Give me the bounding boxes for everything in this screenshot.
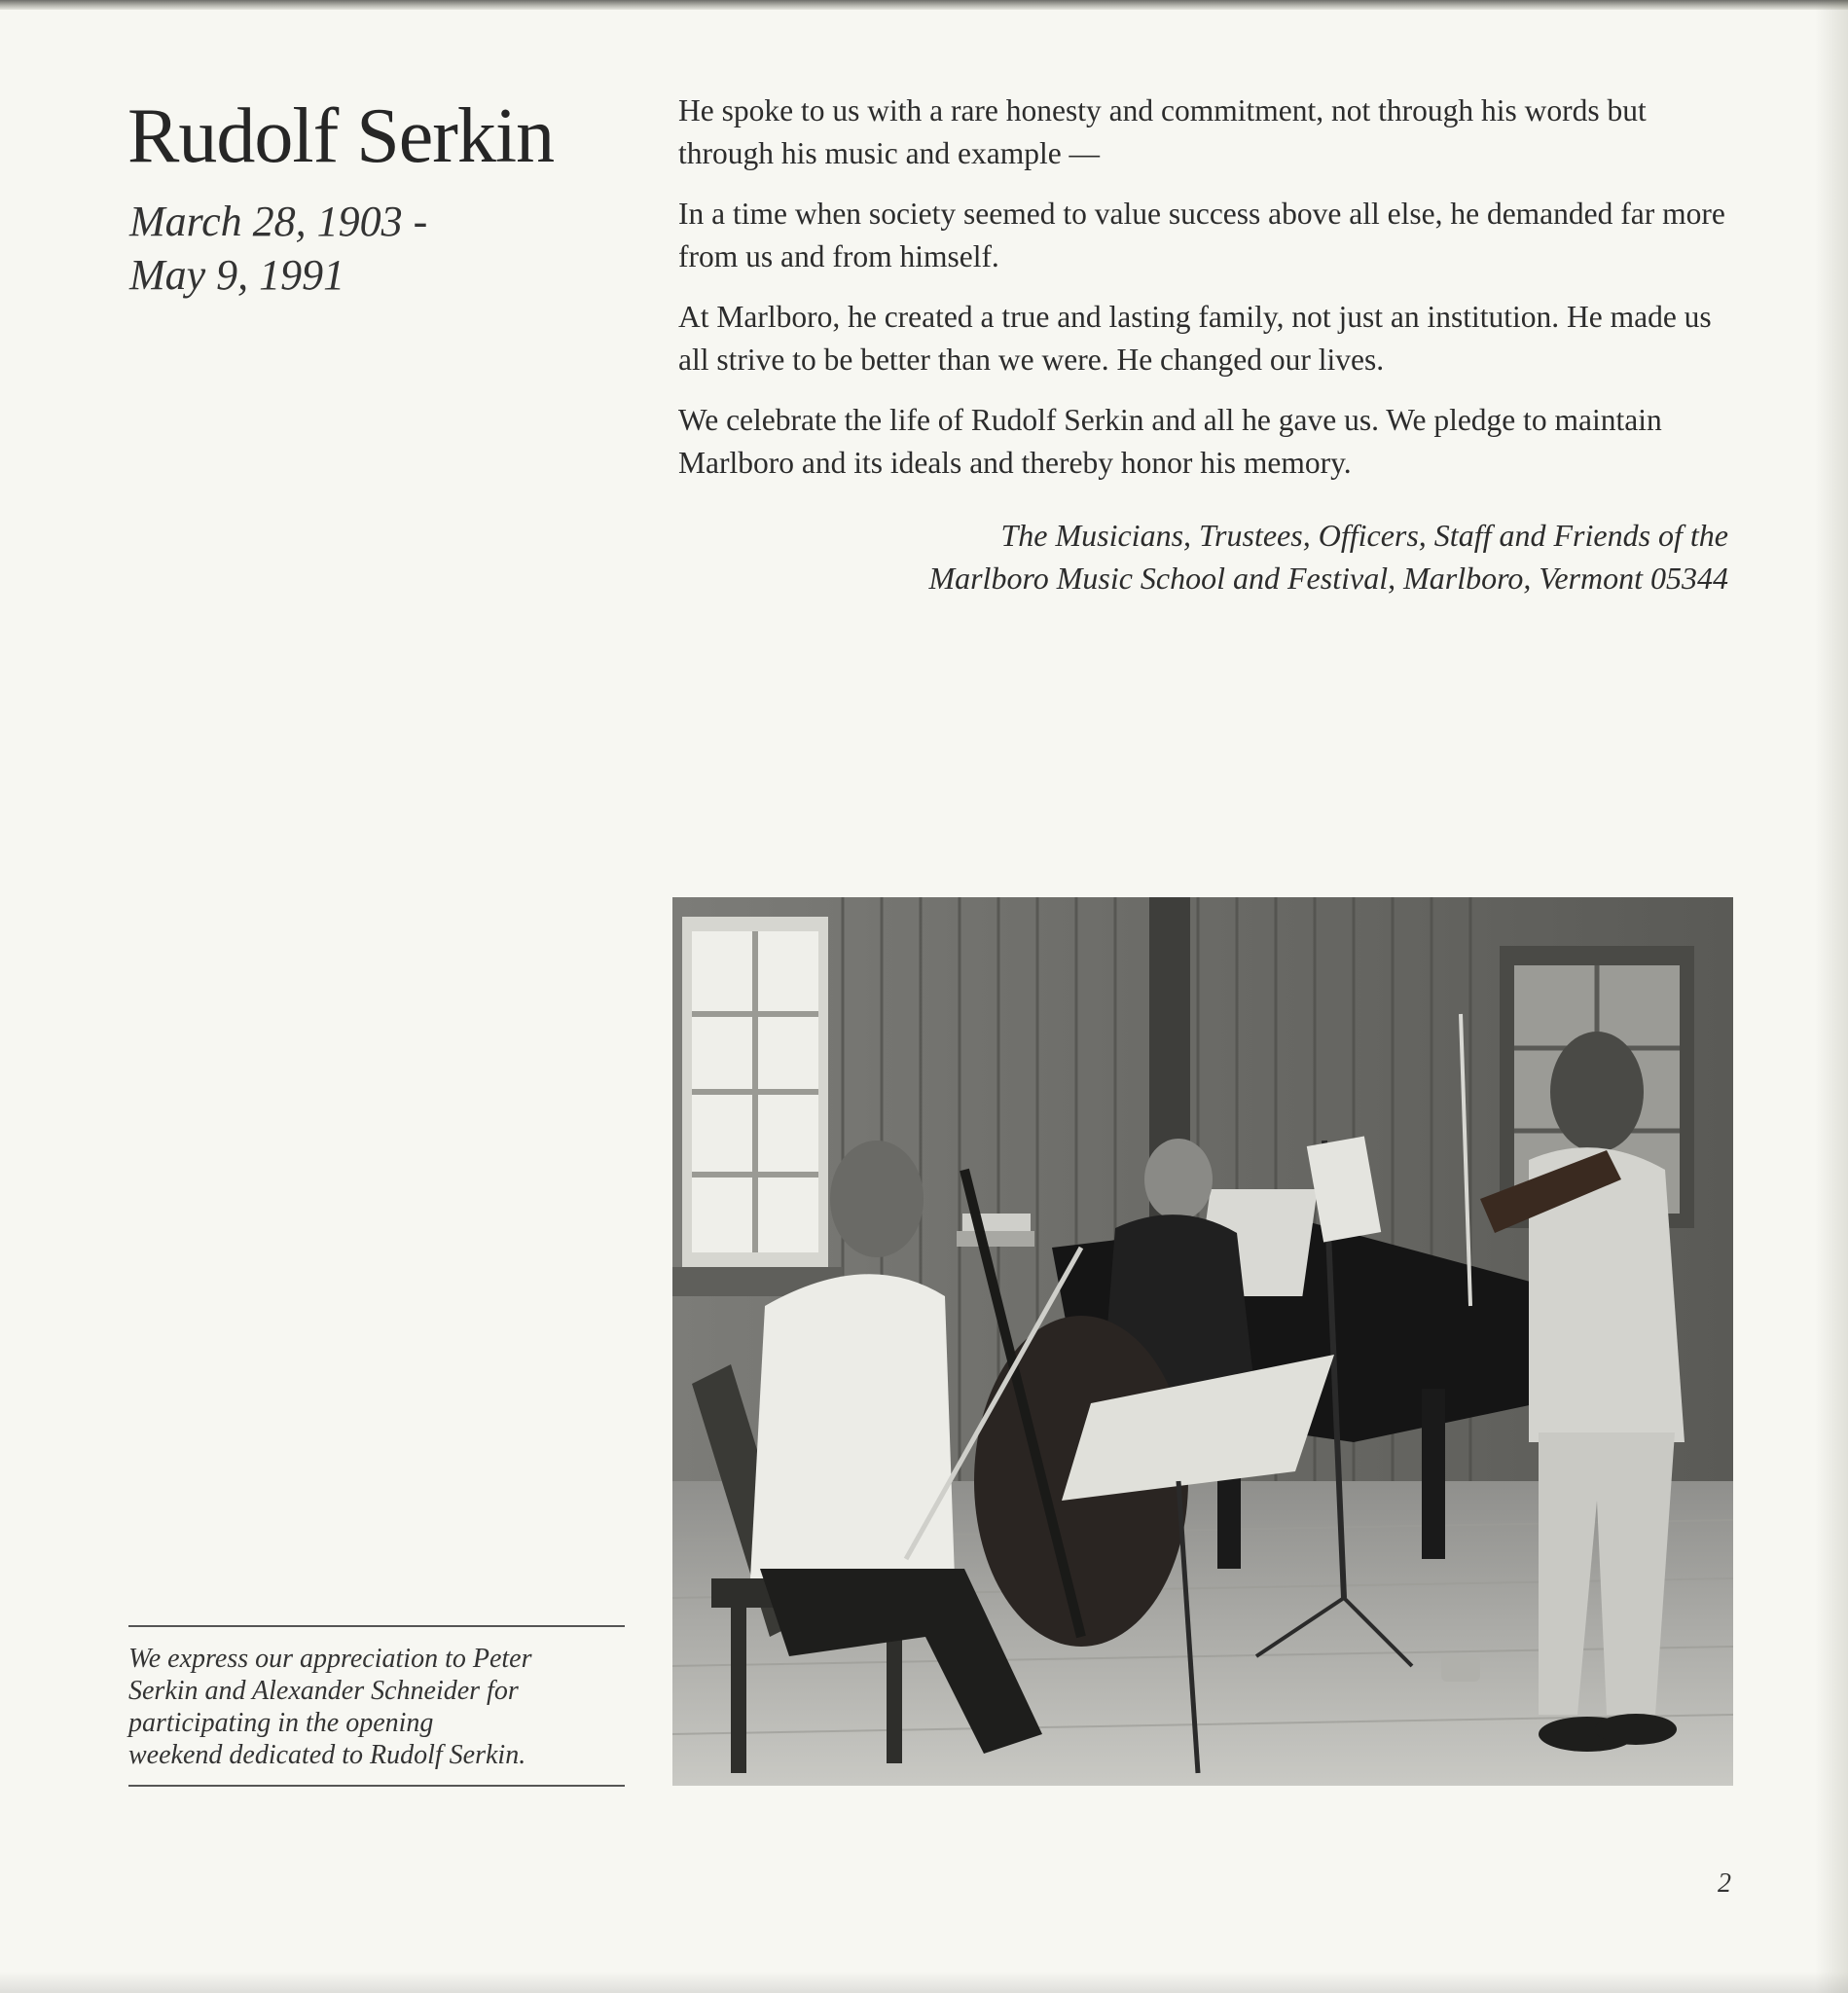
- photo-illustration: [672, 897, 1733, 1786]
- caption-line: weekend dedicated to Rudolf Serkin.: [128, 1740, 526, 1770]
- caption-line: Serkin and Alexander Schneider for: [128, 1676, 519, 1706]
- caption-line: We express our appreciation to Peter: [128, 1644, 532, 1674]
- signature-line: Marlboro Music School and Festival, Marlboro, Vermont 05344: [928, 561, 1728, 596]
- page-edge-shadow: [1815, 0, 1848, 1993]
- page-title: Rudolf Serkin: [127, 93, 555, 179]
- life-dates: [129, 195, 538, 302]
- paragraph: He spoke to us with a rare honesty and commitment, not through his words but through his music and example —: [678, 93, 1647, 170]
- page-bottom-shadow: [0, 1972, 1848, 1993]
- photo-caption: [128, 1625, 625, 1787]
- top-rule: [0, 0, 1848, 10]
- paragraph: At Marlboro, he created a true and lasting family, not just an institution. He made us all strive to be better than we were. He changed our lives.: [678, 300, 1712, 377]
- paragraph: We celebrate the life of Rudolf Serkin and all he gave us. We pledge to maintain Marlboro and its ideals and thereby honor his memory.: [678, 403, 1662, 480]
- birth-date: March 28, 1903 -: [129, 198, 428, 245]
- signature-line: The Musicians, Trustees, Officers, Staff and Friends of the: [1000, 518, 1728, 553]
- trio-photograph: [672, 897, 1733, 1786]
- signature-block: [658, 514, 1728, 599]
- death-date: May 9, 1991: [129, 251, 345, 299]
- caption-line: participating in the opening: [128, 1708, 434, 1738]
- page-number: 2: [1718, 1868, 1731, 1899]
- tribute-text: [678, 90, 1739, 502]
- paragraph: In a time when society seemed to value success above all else, he demanded far more from us and from himself.: [678, 197, 1725, 273]
